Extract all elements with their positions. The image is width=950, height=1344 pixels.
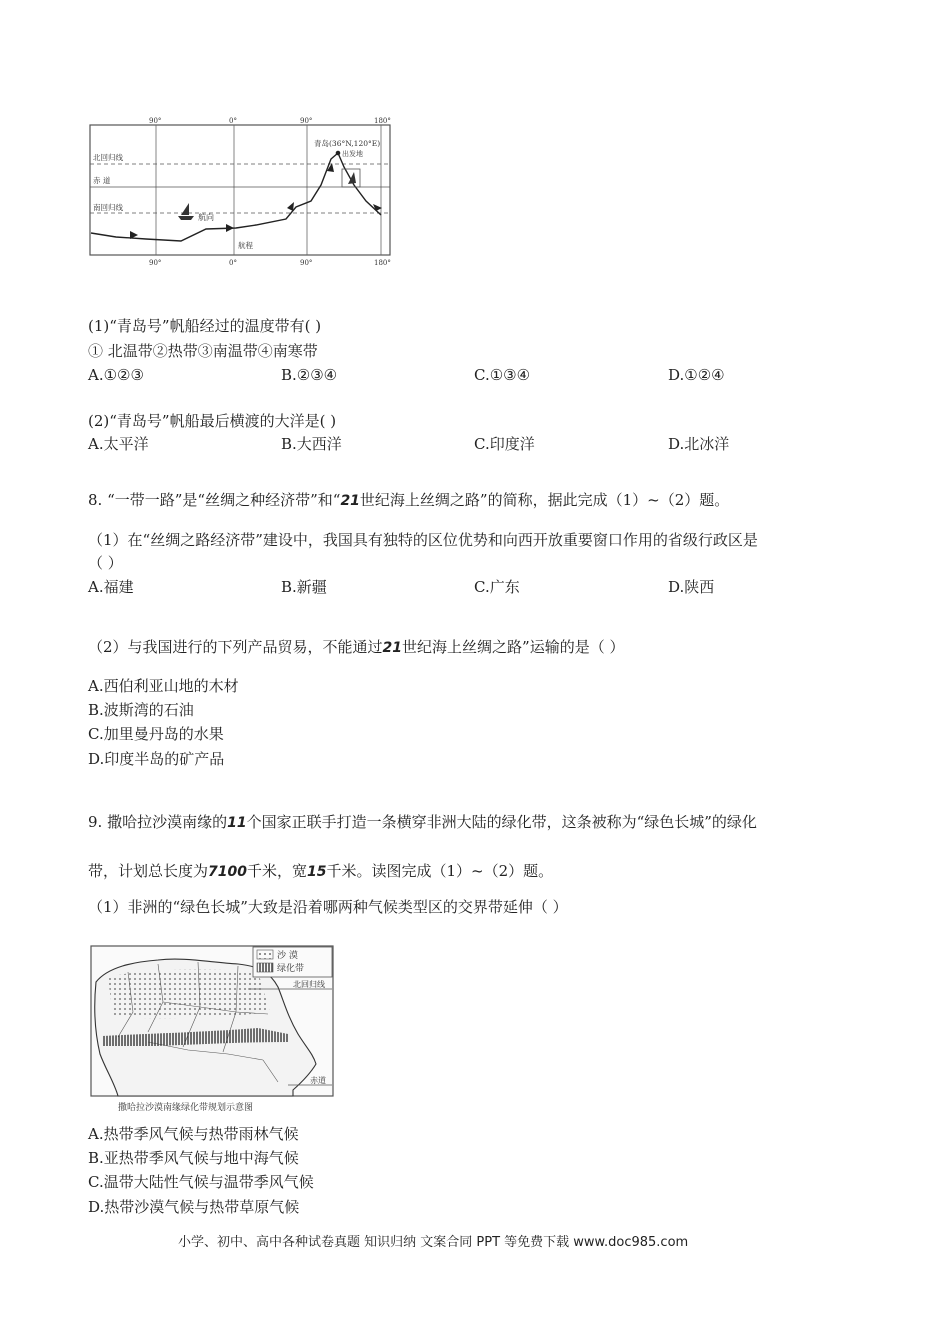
q7-2-option-b[interactable]: B.大西洋 xyxy=(281,435,342,453)
q7-1-option-d[interactable]: D.①②④ xyxy=(668,366,725,384)
q8-2-option-a[interactable]: A.西伯利亚山地的木材 xyxy=(88,677,239,695)
africa-greenbelt-map xyxy=(88,942,338,1117)
q9-line1-part-b: 个国家正联手打造一条横穿非洲大陆的绿化带，这条被称为“绿色长城”的绿化 xyxy=(246,813,757,831)
q7-1-option-c[interactable]: C.①③④ xyxy=(474,366,531,384)
q9-line1-part-a: 9. 撒哈拉沙漠南缘的 xyxy=(88,813,228,831)
route-arrow xyxy=(287,202,294,211)
q8-1-option-a[interactable]: A.福建 xyxy=(88,578,134,596)
lon-top-label: 90° xyxy=(149,117,162,125)
q7-2-stem: (2)“青岛号”帆船最后横渡的大洋是( ) xyxy=(88,412,337,430)
q9-stem-line1 xyxy=(88,812,757,833)
q8-stem xyxy=(88,490,729,511)
q7-2-option-d[interactable]: D.北冰洋 xyxy=(668,435,730,453)
map-caption: 撒哈拉沙漠南缘绿化带规划示意图 xyxy=(118,1103,254,1113)
q8-1-option-b[interactable]: B.新疆 xyxy=(281,578,327,596)
tropic-cancer-label: 北回归线 xyxy=(293,980,325,989)
voyage-route-map xyxy=(86,115,400,267)
sailboat-icon xyxy=(178,203,194,220)
route-label-heading: 航向 xyxy=(198,213,214,222)
legend-greenbelt-label: 绿化带 xyxy=(277,964,305,974)
route-label-distance: 航程 xyxy=(238,241,253,250)
lon-bottom-label: 90° xyxy=(300,259,313,267)
q9-line2-part-c: 千米。读图完成（1）~（2）题。 xyxy=(326,862,554,880)
q9-line2-number-length: 7100 xyxy=(208,864,247,880)
q8-2-stem-number: 21 xyxy=(382,640,403,656)
sailboat-icon xyxy=(342,169,360,187)
q8-2-option-d[interactable]: D.印度半岛的矿产品 xyxy=(88,750,225,768)
q9-stem-line2 xyxy=(88,861,553,882)
q8-2-stem-part-b: 世纪海上丝绸之路”运输的是（ ） xyxy=(402,638,625,656)
q9-1-option-d[interactable]: D.热带沙漠气候与热带草原气候 xyxy=(88,1198,300,1216)
q9-line2-part-b: 千米，宽 xyxy=(246,862,307,880)
start-label: 青岛(36°N,120°E) xyxy=(314,139,381,148)
q7-1-option-b[interactable]: B.②③④ xyxy=(281,366,338,384)
q8-stem-part-a: 8. “一带一路”是“丝绸之种经济带”和“ xyxy=(88,491,341,509)
legend-greenbelt-swatch xyxy=(257,963,273,972)
q9-1-option-c[interactable]: C.温带大陆性气候与温带季风气候 xyxy=(88,1173,314,1191)
q7-2-option-c[interactable]: C.印度洋 xyxy=(474,435,535,453)
lon-top-label: 180° xyxy=(374,117,391,125)
q9-line1-number: 11 xyxy=(227,815,247,831)
equator-label: 赤道 xyxy=(310,1076,326,1085)
q8-2-option-b[interactable]: B.波斯湾的石油 xyxy=(88,701,194,719)
q8-2-option-c[interactable]: C.加里曼丹岛的水果 xyxy=(88,725,224,743)
lon-bottom-label: 0° xyxy=(229,259,237,267)
start-label-2: 出发地 xyxy=(342,150,363,158)
q8-1-stem-cont: （ ） xyxy=(88,554,123,572)
tropic-capricorn-label: 南回归线 xyxy=(93,203,123,212)
route-line xyxy=(91,153,381,241)
desert-area xyxy=(108,970,270,1019)
q8-1-option-c[interactable]: C.广东 xyxy=(474,578,520,596)
q8-2-stem-part-a: （2）与我国进行的下列产品贸易，不能通过 xyxy=(88,638,383,656)
lon-top-label: 0° xyxy=(229,117,237,125)
tropic-cancer-label: 北回归线 xyxy=(93,153,123,162)
lon-bottom-label: 180° xyxy=(374,259,391,267)
q9-1-option-a[interactable]: A.热带季风气候与热带雨林气候 xyxy=(88,1125,299,1143)
page-footer: 小学、初中、高中各种试卷真题 知识归纳 文案合同 PPT 等免费下载 www.doc985.com xyxy=(178,1235,689,1250)
q9-1-option-b[interactable]: B.亚热带季风气候与地中海气候 xyxy=(88,1149,299,1167)
q7-1-items: ① 北温带②热带③南温带④南寒带 xyxy=(88,342,318,360)
legend-desert-swatch xyxy=(257,950,273,959)
q8-stem-number: 21 xyxy=(340,493,360,509)
q8-1-option-d[interactable]: D.陕西 xyxy=(668,578,715,596)
lon-bottom-label: 90° xyxy=(149,259,162,267)
q9-line2-part-a: 带，计划总长度为 xyxy=(88,862,209,880)
q7-1-stem: (1)“青岛号”帆船经过的温度带有( ) xyxy=(88,317,322,335)
q7-2-option-a[interactable]: A.太平洋 xyxy=(88,435,149,453)
q8-2-stem xyxy=(88,637,624,658)
q9-1-stem: （1）非洲的“绿色长城”大致是沿着哪两种气候类型区的交界带延伸（ ） xyxy=(88,898,568,916)
start-point xyxy=(336,151,341,156)
q8-stem-part-b: 世纪海上丝绸之路”的简称，据此完成（1）~（2）题。 xyxy=(359,491,730,509)
route-arrow xyxy=(226,224,234,232)
q7-1-option-a[interactable]: A.①②③ xyxy=(88,366,144,384)
q8-1-stem: （1）在“丝绸之路经济带”建设中，我国具有独特的区位优势和向西开放重要窗口作用的省级行政区是 xyxy=(88,531,758,549)
q9-line2-number-width: 15 xyxy=(307,864,327,880)
equator-label: 赤 道 xyxy=(93,176,111,185)
legend-desert-label: 沙 漠 xyxy=(277,951,298,961)
lon-top-label: 90° xyxy=(300,117,313,125)
